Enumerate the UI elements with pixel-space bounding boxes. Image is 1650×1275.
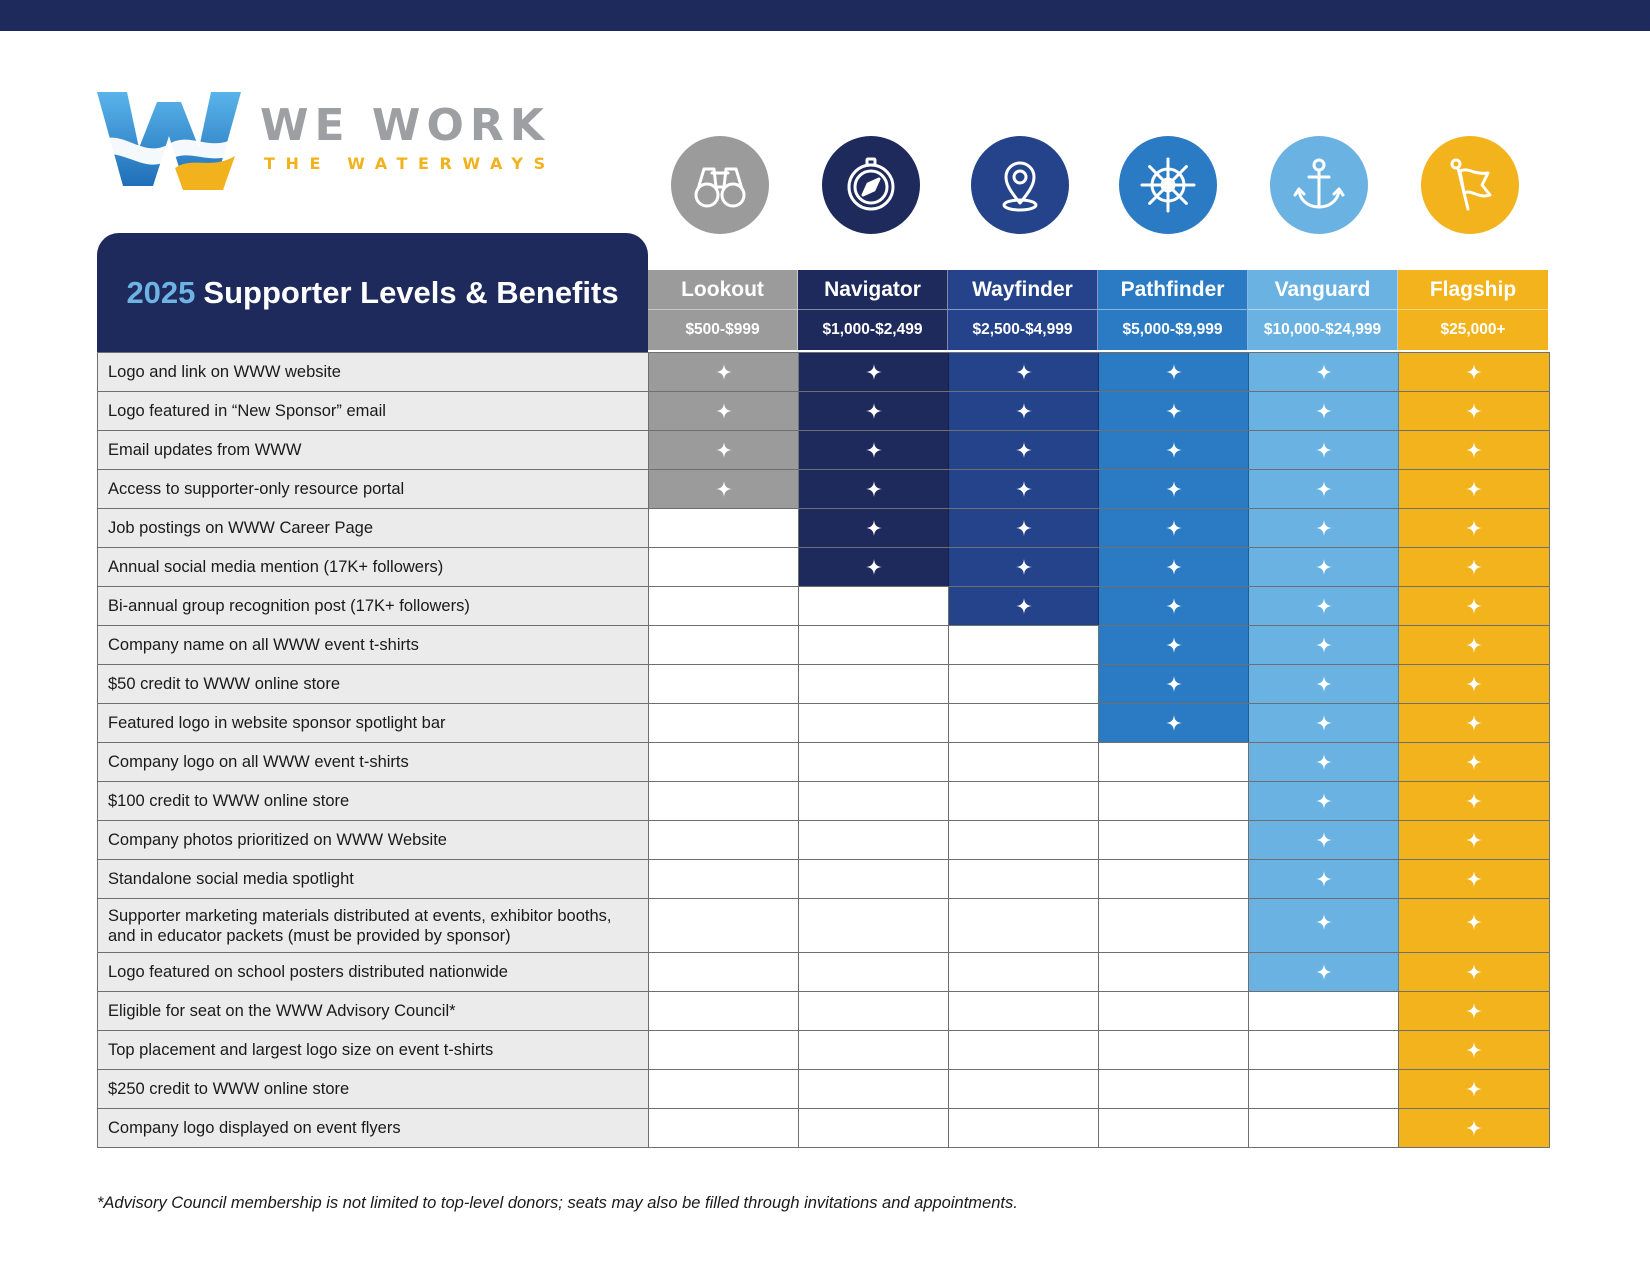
included-star-icon — [1316, 832, 1332, 848]
table-row — [98, 898, 1549, 952]
benefit-cell-lookout — [649, 1109, 799, 1147]
benefit-cell-wayfinder — [949, 587, 1099, 625]
benefit-cell-wayfinder — [949, 509, 1099, 547]
benefit-cell-lookout — [649, 470, 799, 508]
benefit-cell-vanguard — [1249, 509, 1399, 547]
benefit-label: Standalone social media spotlight — [98, 860, 649, 898]
benefit-label: Top placement and largest logo size on event t-shirts — [98, 1031, 649, 1069]
table-row — [98, 469, 1549, 508]
included-star-icon — [1316, 914, 1332, 930]
included-star-icon — [1316, 871, 1332, 887]
included-star-icon — [1016, 598, 1032, 614]
included-star-icon — [1016, 481, 1032, 497]
benefit-cell-vanguard — [1249, 431, 1399, 469]
benefit-cell-lookout — [649, 992, 799, 1030]
benefit-cell-vanguard — [1249, 899, 1399, 952]
included-star-icon — [1016, 559, 1032, 575]
included-star-icon — [1316, 598, 1332, 614]
included-star-icon — [1466, 676, 1482, 692]
included-star-icon — [1466, 754, 1482, 770]
included-star-icon — [1166, 637, 1182, 653]
benefit-cell-navigator — [799, 1109, 949, 1147]
benefit-cell-pathfinder — [1099, 353, 1249, 391]
tier-price-navigator: $1,000-$2,499 — [798, 310, 948, 350]
included-star-icon — [866, 559, 882, 575]
tier-price-pathfinder: $5,000-$9,999 — [1098, 310, 1248, 350]
benefit-cell-pathfinder — [1099, 782, 1249, 820]
benefit-cell-vanguard — [1249, 860, 1399, 898]
included-star-icon — [1466, 793, 1482, 809]
benefit-cell-wayfinder — [949, 743, 1099, 781]
table-row — [98, 703, 1549, 742]
benefit-label: Logo featured on school posters distributed nationwide — [98, 953, 649, 991]
included-star-icon — [1316, 442, 1332, 458]
benefit-cell-navigator — [799, 821, 949, 859]
included-star-icon — [1466, 1042, 1482, 1058]
table-row — [98, 820, 1549, 859]
benefit-cell-vanguard — [1249, 743, 1399, 781]
tier-name-lookout: Lookout — [648, 270, 798, 310]
benefit-cell-navigator — [799, 1031, 949, 1069]
benefit-cell-pathfinder — [1099, 1070, 1249, 1108]
benefit-cell-lookout — [649, 704, 799, 742]
benefit-cell-wayfinder — [949, 899, 1099, 952]
benefit-cell-wayfinder — [949, 626, 1099, 664]
compass-icon — [822, 136, 920, 234]
benefit-cell-navigator — [799, 665, 949, 703]
benefit-cell-flagship — [1399, 353, 1549, 391]
tier-price-header-row — [648, 310, 1548, 350]
benefit-cell-flagship — [1399, 392, 1549, 430]
benefit-cell-lookout — [649, 587, 799, 625]
benefit-cell-wayfinder — [949, 860, 1099, 898]
tier-name-vanguard: Vanguard — [1248, 270, 1398, 310]
table-row — [98, 664, 1549, 703]
tier-name-navigator: Navigator — [798, 270, 948, 310]
benefit-cell-flagship — [1399, 1031, 1549, 1069]
benefit-cell-navigator — [799, 899, 949, 952]
benefit-label: Job postings on WWW Career Page — [98, 509, 649, 547]
included-star-icon — [1466, 1120, 1482, 1136]
map-pin-icon — [971, 136, 1069, 234]
title-panel — [97, 233, 648, 353]
benefit-cell-lookout — [649, 743, 799, 781]
benefit-cell-lookout — [649, 353, 799, 391]
benefit-cell-wayfinder — [949, 470, 1099, 508]
included-star-icon — [1166, 598, 1182, 614]
benefit-cell-vanguard — [1249, 470, 1399, 508]
benefit-cell-vanguard — [1249, 665, 1399, 703]
benefit-cell-navigator — [799, 782, 949, 820]
benefit-cell-navigator — [799, 509, 949, 547]
benefit-cell-flagship — [1399, 821, 1549, 859]
title-year: 2025 — [126, 275, 196, 310]
benefit-label: Company logo displayed on event flyers — [98, 1109, 649, 1147]
benefit-cell-lookout — [649, 626, 799, 664]
table-row — [98, 391, 1549, 430]
benefit-cell-vanguard — [1249, 1109, 1399, 1147]
table-row — [98, 1108, 1549, 1147]
benefit-cell-flagship — [1399, 626, 1549, 664]
table-row — [98, 859, 1549, 898]
included-star-icon — [1316, 481, 1332, 497]
footnote: *Advisory Council membership is not limited to top-level donors; seats may also be filled through invitations and appointments. — [97, 1194, 1018, 1212]
benefit-cell-pathfinder — [1099, 587, 1249, 625]
benefit-cell-wayfinder — [949, 392, 1099, 430]
benefit-cell-navigator — [799, 704, 949, 742]
included-star-icon — [1316, 715, 1332, 731]
benefit-cell-lookout — [649, 899, 799, 952]
included-star-icon — [866, 364, 882, 380]
benefit-cell-wayfinder — [949, 1031, 1099, 1069]
benefit-cell-vanguard — [1249, 953, 1399, 991]
benefit-cell-pathfinder — [1099, 1109, 1249, 1147]
benefit-cell-navigator — [799, 587, 949, 625]
benefit-cell-navigator — [799, 353, 949, 391]
benefit-label: $250 credit to WWW online store — [98, 1070, 649, 1108]
table-row — [98, 781, 1549, 820]
benefit-cell-flagship — [1399, 587, 1549, 625]
included-star-icon — [866, 520, 882, 536]
included-star-icon — [1316, 964, 1332, 980]
benefit-cell-vanguard — [1249, 392, 1399, 430]
included-star-icon — [1166, 442, 1182, 458]
benefit-cell-pathfinder — [1099, 992, 1249, 1030]
benefit-label: Company photos prioritized on WWW Website — [98, 821, 649, 859]
benefit-label: Supporter marketing materials distributed at events, exhibitor booths, and in educator packets (must be provided by sponsor) — [98, 899, 649, 952]
included-star-icon — [1466, 598, 1482, 614]
tier-name-pathfinder: Pathfinder — [1098, 270, 1248, 310]
included-star-icon — [1466, 871, 1482, 887]
benefit-cell-flagship — [1399, 704, 1549, 742]
tier-name-wayfinder: Wayfinder — [948, 270, 1098, 310]
included-star-icon — [866, 481, 882, 497]
benefit-cell-flagship — [1399, 548, 1549, 586]
benefit-cell-navigator — [799, 470, 949, 508]
benefit-cell-flagship — [1399, 665, 1549, 703]
benefit-cell-navigator — [799, 953, 949, 991]
benefit-cell-vanguard — [1249, 1070, 1399, 1108]
logo-w-mark-icon — [97, 90, 242, 190]
included-star-icon — [1166, 676, 1182, 692]
included-star-icon — [1166, 559, 1182, 575]
benefit-cell-lookout — [649, 860, 799, 898]
table-row — [98, 952, 1549, 991]
table-row — [98, 547, 1549, 586]
flag-icon — [1421, 136, 1519, 234]
benefit-cell-lookout — [649, 392, 799, 430]
included-star-icon — [1316, 754, 1332, 770]
included-star-icon — [1466, 1081, 1482, 1097]
included-star-icon — [1466, 481, 1482, 497]
benefit-cell-lookout — [649, 821, 799, 859]
title-text: Supporter Levels & Benefits — [203, 275, 619, 310]
benefit-cell-vanguard — [1249, 992, 1399, 1030]
benefit-cell-pathfinder — [1099, 704, 1249, 742]
tier-name-flagship: Flagship — [1398, 270, 1548, 310]
tier-price-lookout: $500-$999 — [648, 310, 798, 350]
included-star-icon — [1016, 520, 1032, 536]
benefit-cell-wayfinder — [949, 992, 1099, 1030]
benefit-label: Logo featured in “New Sponsor” email — [98, 392, 649, 430]
benefit-cell-navigator — [799, 992, 949, 1030]
benefit-cell-pathfinder — [1099, 392, 1249, 430]
benefit-cell-flagship — [1399, 899, 1549, 952]
benefit-cell-wayfinder — [949, 821, 1099, 859]
benefit-cell-vanguard — [1249, 1031, 1399, 1069]
benefit-cell-pathfinder — [1099, 821, 1249, 859]
benefit-label: Logo and link on WWW website — [98, 353, 649, 391]
benefit-cell-vanguard — [1249, 548, 1399, 586]
benefit-cell-flagship — [1399, 782, 1549, 820]
benefit-cell-pathfinder — [1099, 470, 1249, 508]
benefit-label: Company logo on all WWW event t-shirts — [98, 743, 649, 781]
benefit-cell-flagship — [1399, 1109, 1549, 1147]
benefit-cell-pathfinder — [1099, 626, 1249, 664]
included-star-icon — [866, 403, 882, 419]
included-star-icon — [716, 364, 732, 380]
benefit-cell-lookout — [649, 665, 799, 703]
included-star-icon — [1016, 364, 1032, 380]
benefit-cell-flagship — [1399, 992, 1549, 1030]
benefit-cell-wayfinder — [949, 548, 1099, 586]
page-title — [126, 275, 618, 311]
benefit-cell-lookout — [649, 509, 799, 547]
included-star-icon — [716, 481, 732, 497]
benefit-cell-wayfinder — [949, 1109, 1099, 1147]
benefit-cell-pathfinder — [1099, 1031, 1249, 1069]
benefit-label: $100 credit to WWW online store — [98, 782, 649, 820]
included-star-icon — [1316, 793, 1332, 809]
included-star-icon — [1316, 559, 1332, 575]
included-star-icon — [1166, 364, 1182, 380]
benefit-cell-lookout — [649, 1031, 799, 1069]
benefit-cell-flagship — [1399, 470, 1549, 508]
benefit-cell-pathfinder — [1099, 509, 1249, 547]
included-star-icon — [1016, 442, 1032, 458]
benefits-rows — [97, 352, 1550, 1148]
benefit-cell-flagship — [1399, 431, 1549, 469]
logo-tagline: THE WATERWAYS — [264, 154, 556, 173]
included-star-icon — [1466, 364, 1482, 380]
tier-name-header-row — [648, 270, 1548, 310]
included-star-icon — [1466, 1003, 1482, 1019]
benefit-cell-wayfinder — [949, 704, 1099, 742]
benefit-cell-vanguard — [1249, 704, 1399, 742]
binoculars-icon — [671, 136, 769, 234]
we-work-the-waterways-logo — [97, 90, 556, 190]
benefit-cell-vanguard — [1249, 821, 1399, 859]
benefit-cell-pathfinder — [1099, 860, 1249, 898]
included-star-icon — [1166, 403, 1182, 419]
table-row — [98, 1069, 1549, 1108]
table-row — [98, 586, 1549, 625]
benefit-label: $50 credit to WWW online store — [98, 665, 649, 703]
benefit-label: Company name on all WWW event t-shirts — [98, 626, 649, 664]
benefit-cell-wayfinder — [949, 1070, 1099, 1108]
included-star-icon — [1466, 914, 1482, 930]
tier-price-wayfinder: $2,500-$4,999 — [948, 310, 1098, 350]
benefit-cell-pathfinder — [1099, 899, 1249, 952]
benefit-cell-pathfinder — [1099, 548, 1249, 586]
benefit-label: Bi-annual group recognition post (17K+ followers) — [98, 587, 649, 625]
benefit-cell-flagship — [1399, 509, 1549, 547]
benefit-cell-navigator — [799, 860, 949, 898]
included-star-icon — [866, 442, 882, 458]
table-row — [98, 508, 1549, 547]
benefit-cell-flagship — [1399, 860, 1549, 898]
benefit-cell-wayfinder — [949, 953, 1099, 991]
tier-price-flagship: $25,000+ — [1398, 310, 1548, 350]
included-star-icon — [1316, 676, 1332, 692]
benefit-label: Featured logo in website sponsor spotlight bar — [98, 704, 649, 742]
included-star-icon — [1166, 715, 1182, 731]
benefit-cell-flagship — [1399, 953, 1549, 991]
benefit-cell-wayfinder — [949, 353, 1099, 391]
benefit-cell-pathfinder — [1099, 665, 1249, 703]
benefit-cell-navigator — [799, 626, 949, 664]
benefit-cell-navigator — [799, 392, 949, 430]
benefit-cell-pathfinder — [1099, 431, 1249, 469]
included-star-icon — [1016, 403, 1032, 419]
benefit-cell-lookout — [649, 782, 799, 820]
benefit-cell-navigator — [799, 1070, 949, 1108]
benefit-cell-navigator — [799, 743, 949, 781]
included-star-icon — [1466, 715, 1482, 731]
benefit-cell-vanguard — [1249, 782, 1399, 820]
included-star-icon — [1316, 403, 1332, 419]
benefit-cell-navigator — [799, 431, 949, 469]
included-star-icon — [1316, 364, 1332, 380]
included-star-icon — [1166, 520, 1182, 536]
benefit-cell-flagship — [1399, 1070, 1549, 1108]
table-row — [98, 430, 1549, 469]
anchor-icon — [1270, 136, 1368, 234]
benefit-cell-vanguard — [1249, 626, 1399, 664]
benefit-label: Eligible for seat on the WWW Advisory Council* — [98, 992, 649, 1030]
tier-price-vanguard: $10,000-$24,999 — [1248, 310, 1398, 350]
benefit-cell-wayfinder — [949, 782, 1099, 820]
included-star-icon — [1316, 637, 1332, 653]
benefit-label: Annual social media mention (17K+ followers) — [98, 548, 649, 586]
ship-wheel-icon — [1119, 136, 1217, 234]
included-star-icon — [1466, 559, 1482, 575]
included-star-icon — [1466, 637, 1482, 653]
included-star-icon — [1466, 832, 1482, 848]
included-star-icon — [1316, 520, 1332, 536]
included-star-icon — [1166, 481, 1182, 497]
benefit-cell-pathfinder — [1099, 743, 1249, 781]
benefit-cell-wayfinder — [949, 431, 1099, 469]
table-row — [98, 742, 1549, 781]
benefit-cell-lookout — [649, 431, 799, 469]
benefit-cell-lookout — [649, 548, 799, 586]
included-star-icon — [1466, 964, 1482, 980]
benefit-cell-lookout — [649, 1070, 799, 1108]
benefit-cell-flagship — [1399, 743, 1549, 781]
benefit-label: Email updates from WWW — [98, 431, 649, 469]
table-row — [98, 625, 1549, 664]
logo-wordmark: WE WORK — [260, 100, 550, 151]
included-star-icon — [1466, 403, 1482, 419]
table-row — [98, 1030, 1549, 1069]
included-star-icon — [716, 403, 732, 419]
included-star-icon — [1466, 520, 1482, 536]
benefit-cell-vanguard — [1249, 353, 1399, 391]
included-star-icon — [716, 442, 732, 458]
benefit-cell-navigator — [799, 548, 949, 586]
benefit-cell-pathfinder — [1099, 953, 1249, 991]
benefit-label: Access to supporter-only resource portal — [98, 470, 649, 508]
table-row — [98, 352, 1549, 391]
top-banner-bar — [0, 0, 1650, 31]
table-row — [98, 991, 1549, 1030]
benefit-cell-vanguard — [1249, 587, 1399, 625]
included-star-icon — [1466, 442, 1482, 458]
benefit-cell-wayfinder — [949, 665, 1099, 703]
benefit-cell-lookout — [649, 953, 799, 991]
